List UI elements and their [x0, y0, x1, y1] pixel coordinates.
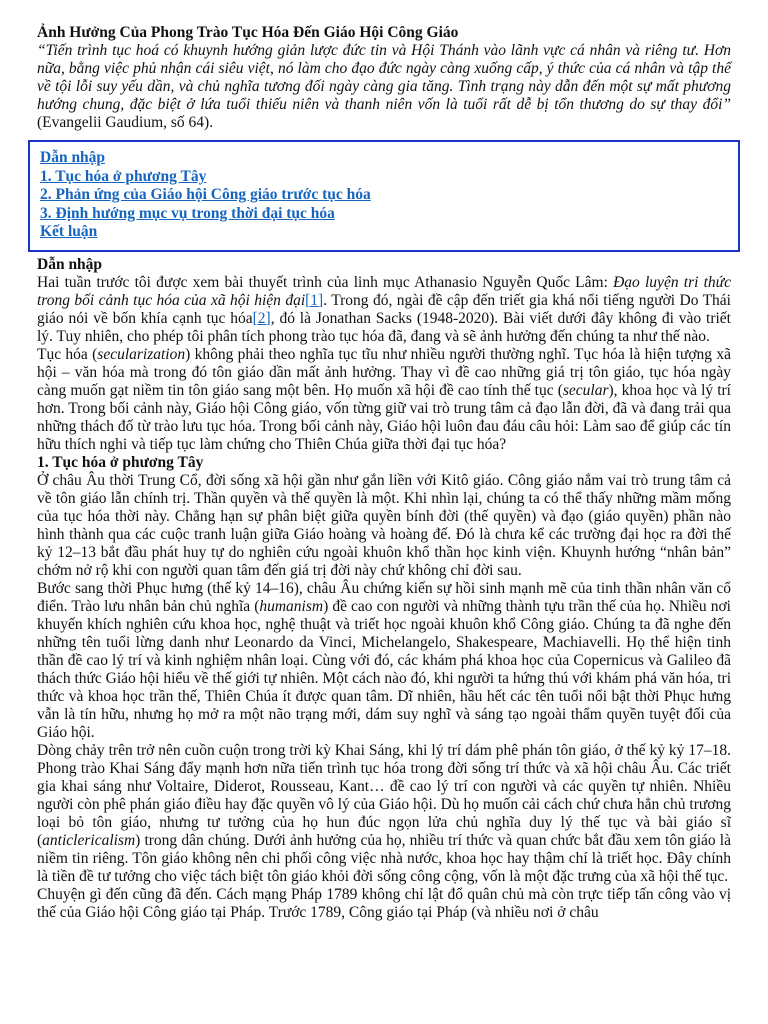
- text-run: . Trong đó, ngài đề cập đến triết gia khá nổi tiếng người Do Thái giáo nói về bốn khía cạnh tục hóa: [37, 291, 731, 327]
- article-title: Ảnh Hưởng Của Phong Trào Tục Hóa Đến Giáo Hội Công Giáo: [37, 24, 459, 41]
- text-run: ) không phải theo nghĩa tục tĩu như nhiều người thường nghĩ. Tục hóa là hiện tượng xã hội – văn hóa mà trong đó tôn giáo dần mất ảnh hưởng. Thay vì đề cao những giá trị tôn giáo, tục hóa ngày càng muốn gạt niềm tin tôn giáo sang một bên. Họ muốn xã hội đề cao tính thế tục (: [37, 345, 731, 399]
- footnote-link-1[interactable]: [1]: [305, 291, 324, 309]
- talk-title: Đạo luyện tri thức trong bối cảnh tục hóa của xã hội hiện đại: [37, 273, 732, 309]
- epigraph-source: (Evangelii Gaudium, số 64).: [37, 114, 214, 131]
- paragraph: [37, 742, 731, 886]
- section-heading-intro: Dẫn nhập: [37, 255, 103, 273]
- term: secularization: [97, 345, 186, 363]
- term: humanism: [259, 597, 324, 615]
- toc-link-section-1[interactable]: 1. Tục hóa ở phương Tây: [40, 167, 207, 185]
- term: anticlericalism: [42, 831, 136, 849]
- text-run: Bước sang thời Phục hưng (thế kỷ 14–16), châu Âu chứng kiến sự hồi sinh mạnh mẽ của tinh thần nhân văn cổ điển. Trào lưu nhân bản chủ nghĩa (: [37, 579, 731, 615]
- article: [37, 0, 731, 922]
- toc-link-section-2[interactable]: 2. Phản ứng của Giáo hội Công giáo trước tục hóa: [40, 186, 371, 203]
- term: secular: [562, 381, 609, 399]
- epigraph-quote: “Tiến trình tục hoá có khuynh hướng giản lược đức tin và Hội Thánh vào lãnh vực cá nhân và riêng tư. Hơn nữa, bằng việc phủ nhận cái siêu việt, nó làm cho đạo đức ngày càng xuống cấp, ý thức của cá nhân và tập thể về tội lỗi suy yếu dần, và chủ nghĩa tương đối ngày càng gia tăng. Tình trạng này dẫn đến một sự mất phương hướng chung, đặc biệt ở lứa tuổi thiếu niên và thanh niên vốn là tuổi rất dễ bị tổn thương do sự thay đổi”: [37, 42, 731, 113]
- text-run: Tục hóa (: [37, 345, 98, 363]
- toc-link-conclusion[interactable]: Kết luận: [40, 223, 98, 240]
- footnote-link-2[interactable]: [2]: [252, 309, 271, 327]
- paragraph: [37, 580, 731, 742]
- text-run: ) trong dân chúng. Dưới ảnh hưởng của họ, nhiều trí thức và quan chức bắt đầu xem tôn giáo là niềm tin riêng. Tôn giáo không nên chi phối công việc nhà nước, khoa học hay thậm chí là triết học. Đây chính là tiền đề tư tưởng cho việc tách biệt tôn giáo khỏi đời sống công cộng, vốn là một đặc trưng của xã hội thế tục.: [37, 831, 731, 885]
- paragraph: Ở châu Âu thời Trung Cổ, đời sống xã hội gần như gắn liền với Kitô giáo. Công giáo nắm vai trò trung tâm cả về tôn giáo lẫn chính trị. Thần quyền và thế quyền là một. Khi nhìn lại, chúng ta có thể thấy những mầm mống của tục hóa thời này. Chẳng hạn sự phân biệt giữa quyền bính đời (thế quyền) và đạo (giáo quyền) phần nào hình thành qua các cuộc tranh luận giữa Giáo hoàng và hoàng đế. Đó là chưa kể các trường đại học ra đời thế kỷ 12–13 bắt đầu phát huy tự do nghiên cứu ngoài khuôn khổ thần học kinh viện. Khuynh hướng “nhân bản” chớm nở rộ khi con người quan tâm đến giá trị đời này chứ không chỉ đời sau.: [37, 471, 731, 579]
- paragraph: [37, 274, 731, 346]
- toc-link-intro[interactable]: Dẫn nhập: [40, 149, 106, 166]
- paragraph: [37, 346, 731, 454]
- text-run: Dòng chảy trên trở nên cuồn cuộn trong trời kỳ Khai Sáng, khi lý trí dám phê phán tôn giáo, ở thế kỷ kỷ 17–18. Phong trào Khai Sáng đẩy mạnh hơn nữa tiến trình tục hóa trong đời sống trí thức và xã hội châu Âu. Các triết gia khai sáng như Voltaire, Diderot, Rousseau, Kant… đề cao lý trí con người và các quyền tự nhiên. Nhiều người còn phê phán giáo điều hay đặc quyền vô lý của Giáo hội. Dù họ muốn cải cách chứ chưa hẳn chủ trương loại bỏ tôn giáo, nhưng tư tưởng của họ hun đúc ngọn lửa chủ nghĩa duy lý thế tục và bài giáo sĩ (: [37, 741, 731, 849]
- paragraph: Chuyện gì đến cũng đã đến. Cách mạng Pháp 1789 không chỉ lật đổ quân chủ mà còn trực tiếp tấn công vào vị thế của Giáo hội Công giáo tại Pháp. Trước 1789, Công giáo tại Pháp (và nhiều nơi ở châu: [37, 885, 731, 921]
- section-heading-1: 1. Tục hóa ở phương Tây: [37, 453, 204, 471]
- epigraph: [37, 42, 731, 132]
- table-of-contents: [28, 140, 740, 252]
- text-run: , đó là Jonathan Sacks (1948-2020). Bài viết dưới đây không đi vào triết lý. Tuy nhiên, cho phép tôi phân tích phong trào tục hóa đã, đang và sẽ ảnh hưởng đến chúng ta như thế nào.: [37, 309, 731, 345]
- text-run: ) đề cao con người và những thành tựu trần thế của họ. Nhiều nơi khuyến khích nghiên cứu khoa học, nghệ thuật và triết học ngoài khuôn khổ Công giáo. Chúng ta đã nghe đến những tên tuổi lừng danh như Leonardo da Vinci, Michelangelo, Shakespeare, Machiavelli. Họ thể hiện tinh thần đề cao lý trí và kinh nghiệm nhân loại. Cùng với đó, các khám phá khoa học của Copernicus và Galileo đã thách thức Giáo hội hiểu về thế giới tự nhiên. Một cách nào đó, khi người ta hứng thú với khám phá văn hóa, tri thức và khoa học trần thế, Thiên Chúa ít được quan tâm. Dĩ nhiên, hầu hết các tên tuổi nổi bật thời Phục hưng vẫn là tín hữu, nhưng họ mở ra một não trạng mới, dám suy nghĩ và sáng tạo ngoài thẩm quyền tuyệt đối của Giáo hội.: [37, 597, 731, 741]
- text-run: ), khoa học và lý trí hơn. Trong bối cảnh này, Giáo hội Công giáo, vốn từng giữ vai trò trung tâm cả đạo lẫn đời, đã và đang trải qua những thách đố từ trào lưu tục hóa. Trong bối cảnh này, Giáo hội luôn đau đáu câu hỏi: Làm sao để giúp các tín hữu thích nghi và tiếp tục làm chứng cho Thiên Chúa giữa thời đại tục hóa?: [37, 381, 731, 453]
- toc-link-section-3[interactable]: 3. Định hướng mục vụ trong thời đại tục hóa: [40, 204, 335, 222]
- text-run: Hai tuần trước tôi được xem bài thuyết trình của linh mục Athanasio Nguyễn Quốc Lâm:: [37, 273, 614, 291]
